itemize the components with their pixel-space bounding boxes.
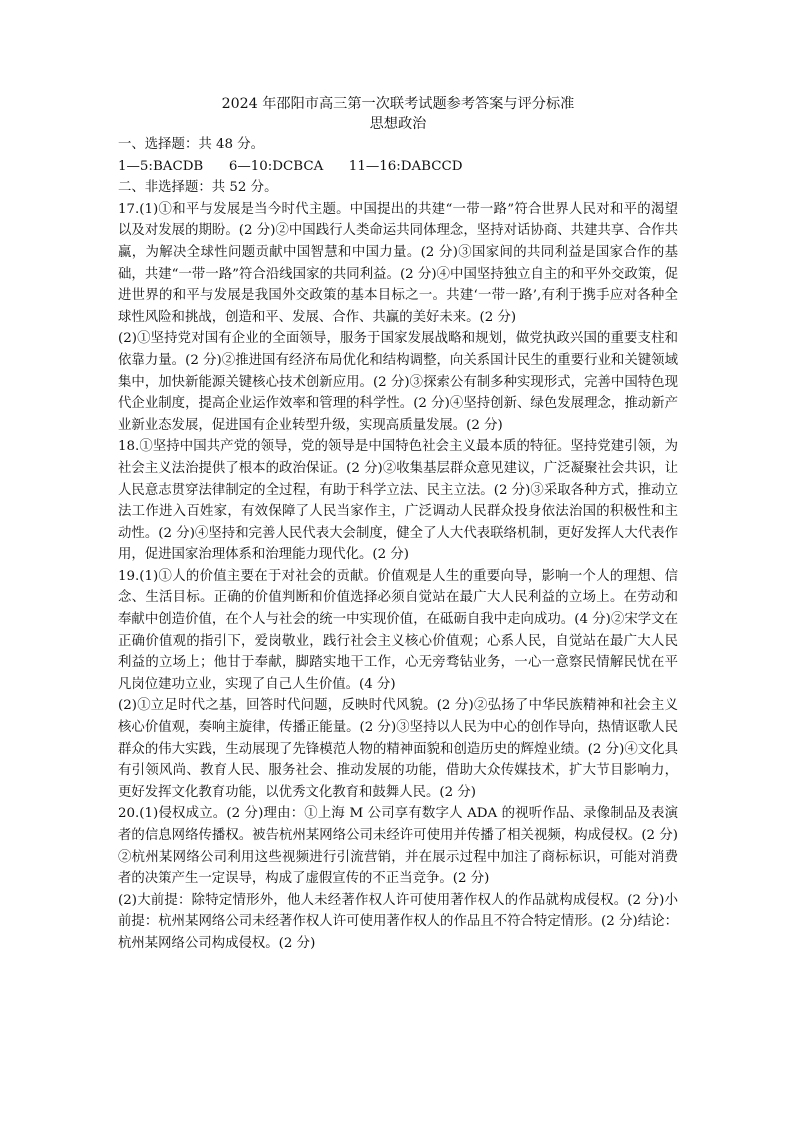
section-nonchoice-heading: 二、非选择题：共 52 分。 [118,180,278,196]
q20-part1: 20.(1)侵权成立。(2 分)理由：①上海 M 公司享有数字人 ADA 的视听作品、录像制品及表演者的信息网络传播权。被告杭州某网络公司未经许可使用并传播了相关视频，构成侵权。(2 分)②杭州某网络公司利用这些视频进行引流营销，并在展示过程中加注了商标标识，可能对消费者的决策产生一定误导，构成了虚假宣传的不正当竞争。(2 分) [118,806,678,887]
q17-part2: (2)①坚持党对国有企业的全面领导，服务于国家发展战略和规划，做党执政兴国的重要支柱和依靠力量。(2 分)②推进国有经济布局优化和结构调整，向关系国计民生的重要行业和关键领域集中，加快新能源关键核心技术创新应用。(2 分)③探索公有制多种实现形式，完善中国特色现代企业制度，提高企业运作效率和管理的科学性。(2 分)④坚持创新、绿色发展理念，推动新产业新业态发展，促进国有企业转型升级，实现高质量发展。(2 分) [118,331,678,433]
answer-document [118,94,678,955]
q19-part2: (2)①立足时代之基，回答时代问题，反映时代风貌。(2 分)②弘扬了中华民族精神和社会主义核心价值观，奏响主旋律，传播正能量。(2 分)③坚持以人民为中心的创作导向，热情讴歌人民群众的伟大实践，生动展现了先锋模范人物的精神面貌和创造历史的辉煌业绩。(2 分)④文化具有引领风尚、教育人民、服务社会、推动发展的功能，借助大众传媒技术，扩大节目影响力，更好发挥文化教育功能，以优秀文化教育和鼓舞人民。(2 分) [118,698,678,800]
q19-part1: 19.(1)①人的价值主要在于对社会的贡献。价值观是人生的重要向导，影响一个人的理想、信念、生活目标。正确的价值判断和价值选择必须自觉站在最广大人民利益的立场上。在劳动和奉献中创造价值，在个人与社会的统一中实现价值，在砥砺自我中走向成功。(4 分)②宋学文在正确价值观的指引下，爱岗敬业，践行社会主义核心价值观；心系人民，自觉站在最广大人民利益的立场上；他甘于奉献，脚踏实地干工作，心无旁骛钻业务，一心一意察民情解民忧在平凡岗位建功立业，实现了自己人生价值。(4 分) [118,568,678,692]
document-title: 2024 年邵阳市高三第一次联考试题参考答案与评分标准 [221,96,575,112]
subject-name: 思想政治 [369,116,427,132]
q18-answer: 18.①坚持中国共产党的领导，党的领导是中国特色社会主义最本质的特征。坚持党建引领，为社会主义法治提供了根本的政治保证。(2 分)②收集基层群众意见建议，广泛凝聚社会共识，让人民意志贯穿法律制定的全过程，有助于科学立法、民主立法。(2 分)③采取各种方式，推动立法工作进入百姓家，有效保障了人民当家作主，广泛调动人民群众投身依法治国的积极性和主动性。(2 分)④坚持和完善人民代表大会制度，健全了人大代表联络机制，更好发挥人大代表作用，促进国家治理体系和治理能力现代化。(2 分) [118,439,678,563]
q17-part1: 17.(1)①和平与发展是当今时代主题。中国提出的共建“一带一路”符合世界人民对和平的渴望以及对发展的期盼。(2 分)②中国践行人类命运共同体理念，坚持对话协商、共建共享、合作共赢，为解决全球性问题贡献中国智慧和中国力量。(2 分)③国家间的共同利益是国家合作的基础，共建“一带一路”符合沿线国家的共同利益。(2 分)④中国坚持独立自主的和平外交政策，促进世界的和平与发展是我国外交政策的基本目标之一。共建‘一带一路’,有利于携手应对各种全球性风险和挑战，创造和平、发展、合作、共赢的美好未来。(2 分) [118,201,678,325]
choice-answers: 1—5:BACDB 6—10:DCBCA 11—16:DABCCD [118,158,463,174]
q20-part2: (2)大前提：除特定情形外，他人未经著作权人许可使用著作权人的作品就构成侵权。(2 分)小前提：杭州某网络公司未经著作权人许可使用著作权人的作品且不符合特定情形。(2 分)结论：杭州某网络公司构成侵权。(2 分) [118,892,678,951]
section-choice-heading: 一、选择题：共 48 分。 [118,137,265,152]
